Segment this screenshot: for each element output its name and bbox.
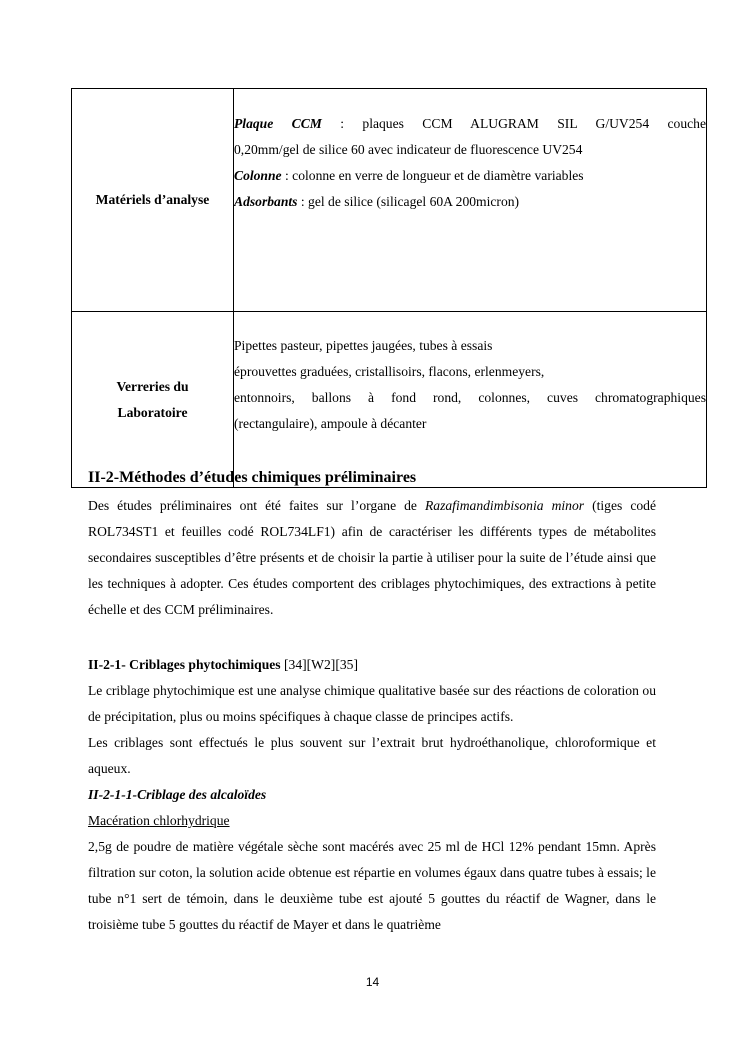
row-content-analysis (234, 89, 707, 312)
glassware-line: (rectangulaire), ampoule à décanter (234, 416, 427, 431)
method-title: Macération chlorhydrique (88, 813, 230, 828)
section-heading: II-2-Méthodes d’études chimiques préliminaires (88, 469, 417, 486)
table-row (72, 312, 707, 488)
item-adsorbants: Adsorbants : gel de silice (silicagel 60A 200micron) (234, 194, 520, 209)
subsection-paragraph: Le criblage phytochimique est une analyse chimique qualitative basée sur des réactions de coloration ou de précipitation, plus ou moins spécifiques à chaque classe de principes actifs. (88, 683, 656, 724)
subsection-paragraph: Les criblages sont effectués le plus souvent sur l’extrait brut hydroéthanolique, chloroformique et aqueux. (88, 735, 656, 776)
subsection-heading: II-2-1- Criblages phytochimiques [34][W2][35] (88, 657, 358, 672)
item-plaque-ccm-cont: 0,20mm/gel de silice 60 avec indicateur de fluorescence UV254 (234, 142, 583, 157)
item-plaque-ccm: Plaque CCM : plaques CCM ALUGRAM SIL G/UV254 couche (234, 116, 706, 131)
row-label-glassware: Verreries du Laboratoire (72, 312, 234, 488)
glassware-line: Pipettes pasteur, pipettes jaugées, tubes à essais (234, 338, 493, 353)
subsubsection-heading: II-2-1-1-Criblage des alcaloïdes (88, 787, 267, 802)
page-number: 14 (365, 975, 380, 989)
section-paragraph-block (88, 493, 656, 623)
subsection-block (88, 652, 656, 938)
glassware-line: éprouvettes graduées, cristallisoirs, flacons, erlenmeyers, (234, 364, 545, 379)
references: [34][W2][35] (280, 657, 358, 672)
section-paragraph: Des études préliminaires ont été faites sur l’organe de Razafimandimbisonia minor (tiges codé ROL734ST1 et feuilles codé ROL734LF1) afin de caractériser les différents types de métabolites secondaires susceptibles d’être présents et de choisir la partie à utiliser pour la suite de l’étude ainsi que les techniques à adopter. Ces études comportent des criblages phytochimiques, des extractions à petite échelle et des CCM préliminaires. (88, 498, 656, 617)
table-row (72, 89, 707, 312)
glassware-line: entonnoirs, ballons à fond rond, colonnes, cuves chromatographiques (234, 390, 706, 405)
row-content-glassware (234, 312, 707, 488)
materials-table (71, 88, 707, 488)
method-paragraph: 2,5g de poudre de matière végétale sèche sont macérés avec 25 ml de HCl 12% pendant 15mn. Après filtration sur coton, la solution acide obtenue est répartie en volumes égaux dans quatre tubes à essais; le tube n°1 sert de témoin, dans le deuxième tube est ajouté 5 gouttes du réactif de Wagner, dans le troisième tube 5 gouttes du réactif de Mayer et dans le quatrième (88, 839, 656, 932)
row-label-analysis: Matériels d’analyse (72, 89, 234, 312)
item-colonne: Colonne : colonne en verre de longueur et de diamètre variables (234, 168, 584, 183)
species-name: Razafimandimbisonia minor (424, 498, 585, 513)
